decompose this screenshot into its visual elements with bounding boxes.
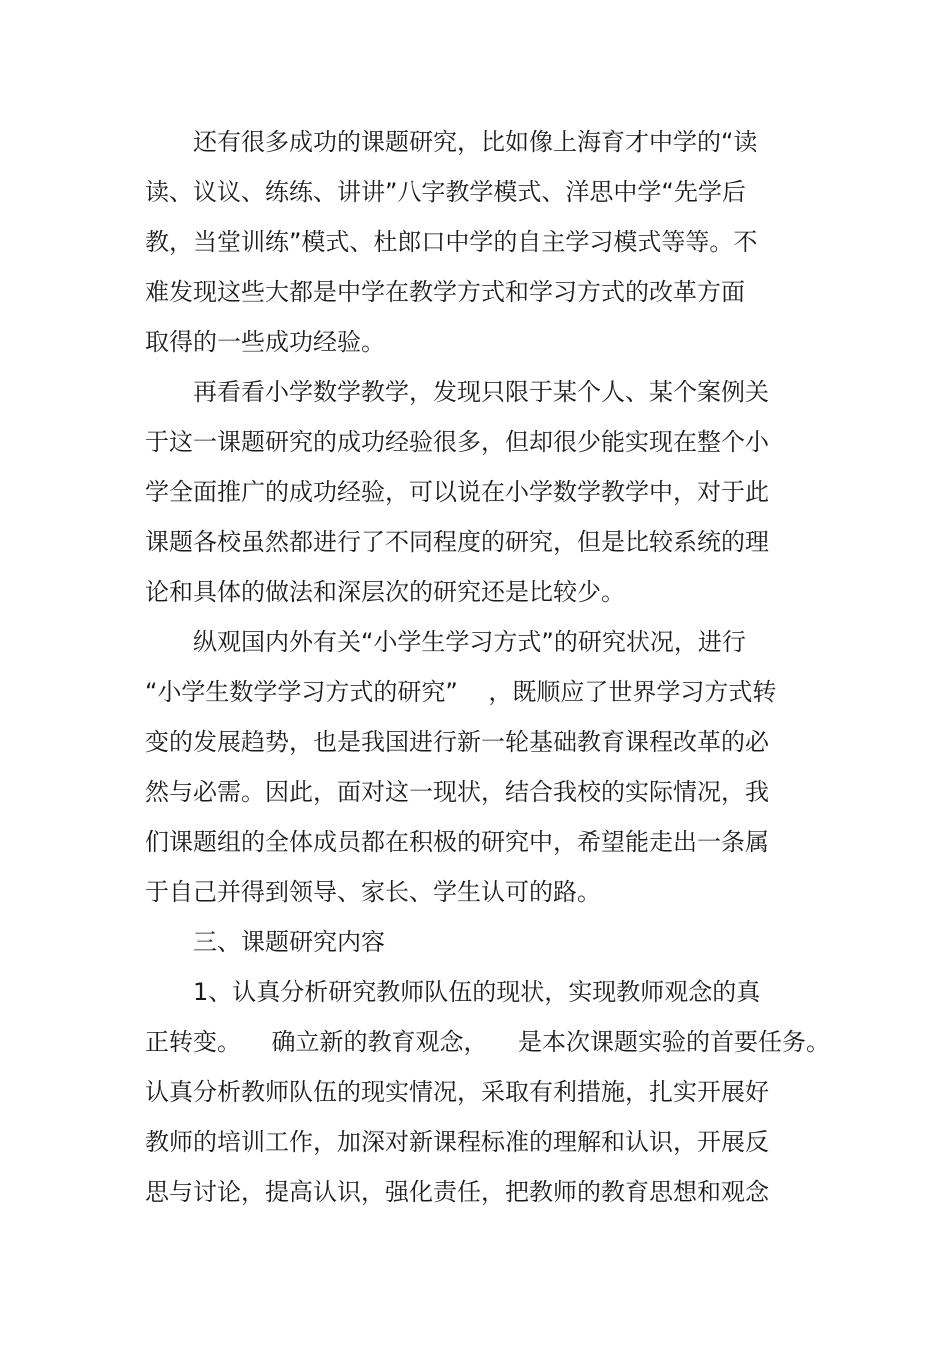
text-line: 正转变。 确立新的教育观念， 是本次课题实验的首要任务。 [145, 1028, 831, 1056]
text-line: 还有很多成功的课题研究，比如像上海育才中学的“读 [193, 128, 758, 156]
text-line: 学全面推广的成功经验，可以说在小学数学教学中，对于此 [145, 478, 769, 506]
text-line: “小学生数学学习方式的研究” ，既顺应了世界学习方式转 [145, 678, 777, 706]
text-line: 教，当堂训练”模式、杜郎口中学的自主学习模式等等。不 [145, 228, 758, 256]
text-line: 变的发展趋势，也是我国进行新一轮基础教育课程改革的必 [145, 728, 769, 756]
text-line: 再看看小学数学教学，发现只限于某个人、某个案例关 [193, 378, 769, 406]
text-line: 教师的培训工作，加深对新课程标准的理解和认识，开展反 [145, 1128, 769, 1156]
text-line: 取得的一些成功经验。 [145, 328, 385, 356]
text-line: 1、认真分析研究教师队伍的现状，实现教师观念的真 [193, 978, 761, 1006]
text-line: 于自己并得到领导、家长、学生认可的路。 [145, 878, 601, 906]
text-line: 然与必需。因此，面对这一现状，结合我校的实际情况，我 [145, 778, 769, 806]
section-heading: 三、课题研究内容 [193, 928, 385, 956]
text-line: 思与讨论，提高认识，强化责任，把教师的教育思想和观念 [145, 1178, 769, 1206]
text-line: 于这一课题研究的成功经验很多，但却很少能实现在整个小 [145, 428, 769, 456]
text-line: 纵观国内外有关“小学生学习方式”的研究状况，进行 [193, 628, 746, 656]
text-line: 课题各校虽然都进行了不同程度的研究，但是比较系统的理 [145, 528, 769, 556]
text-line: 论和具体的做法和深层次的研究还是比较少。 [145, 578, 625, 606]
text-line: 们课题组的全体成员都在积极的研究中，希望能走出一条属 [145, 828, 769, 856]
text-line: 认真分析教师队伍的现实情况，采取有利措施，扎实开展好 [145, 1078, 769, 1106]
text-line: 难发现这些大都是中学在教学方式和学习方式的改革方面 [145, 278, 745, 306]
text-line: 读、议议、练练、讲讲”八字教学模式、洋思中学“先学后 [145, 178, 746, 206]
